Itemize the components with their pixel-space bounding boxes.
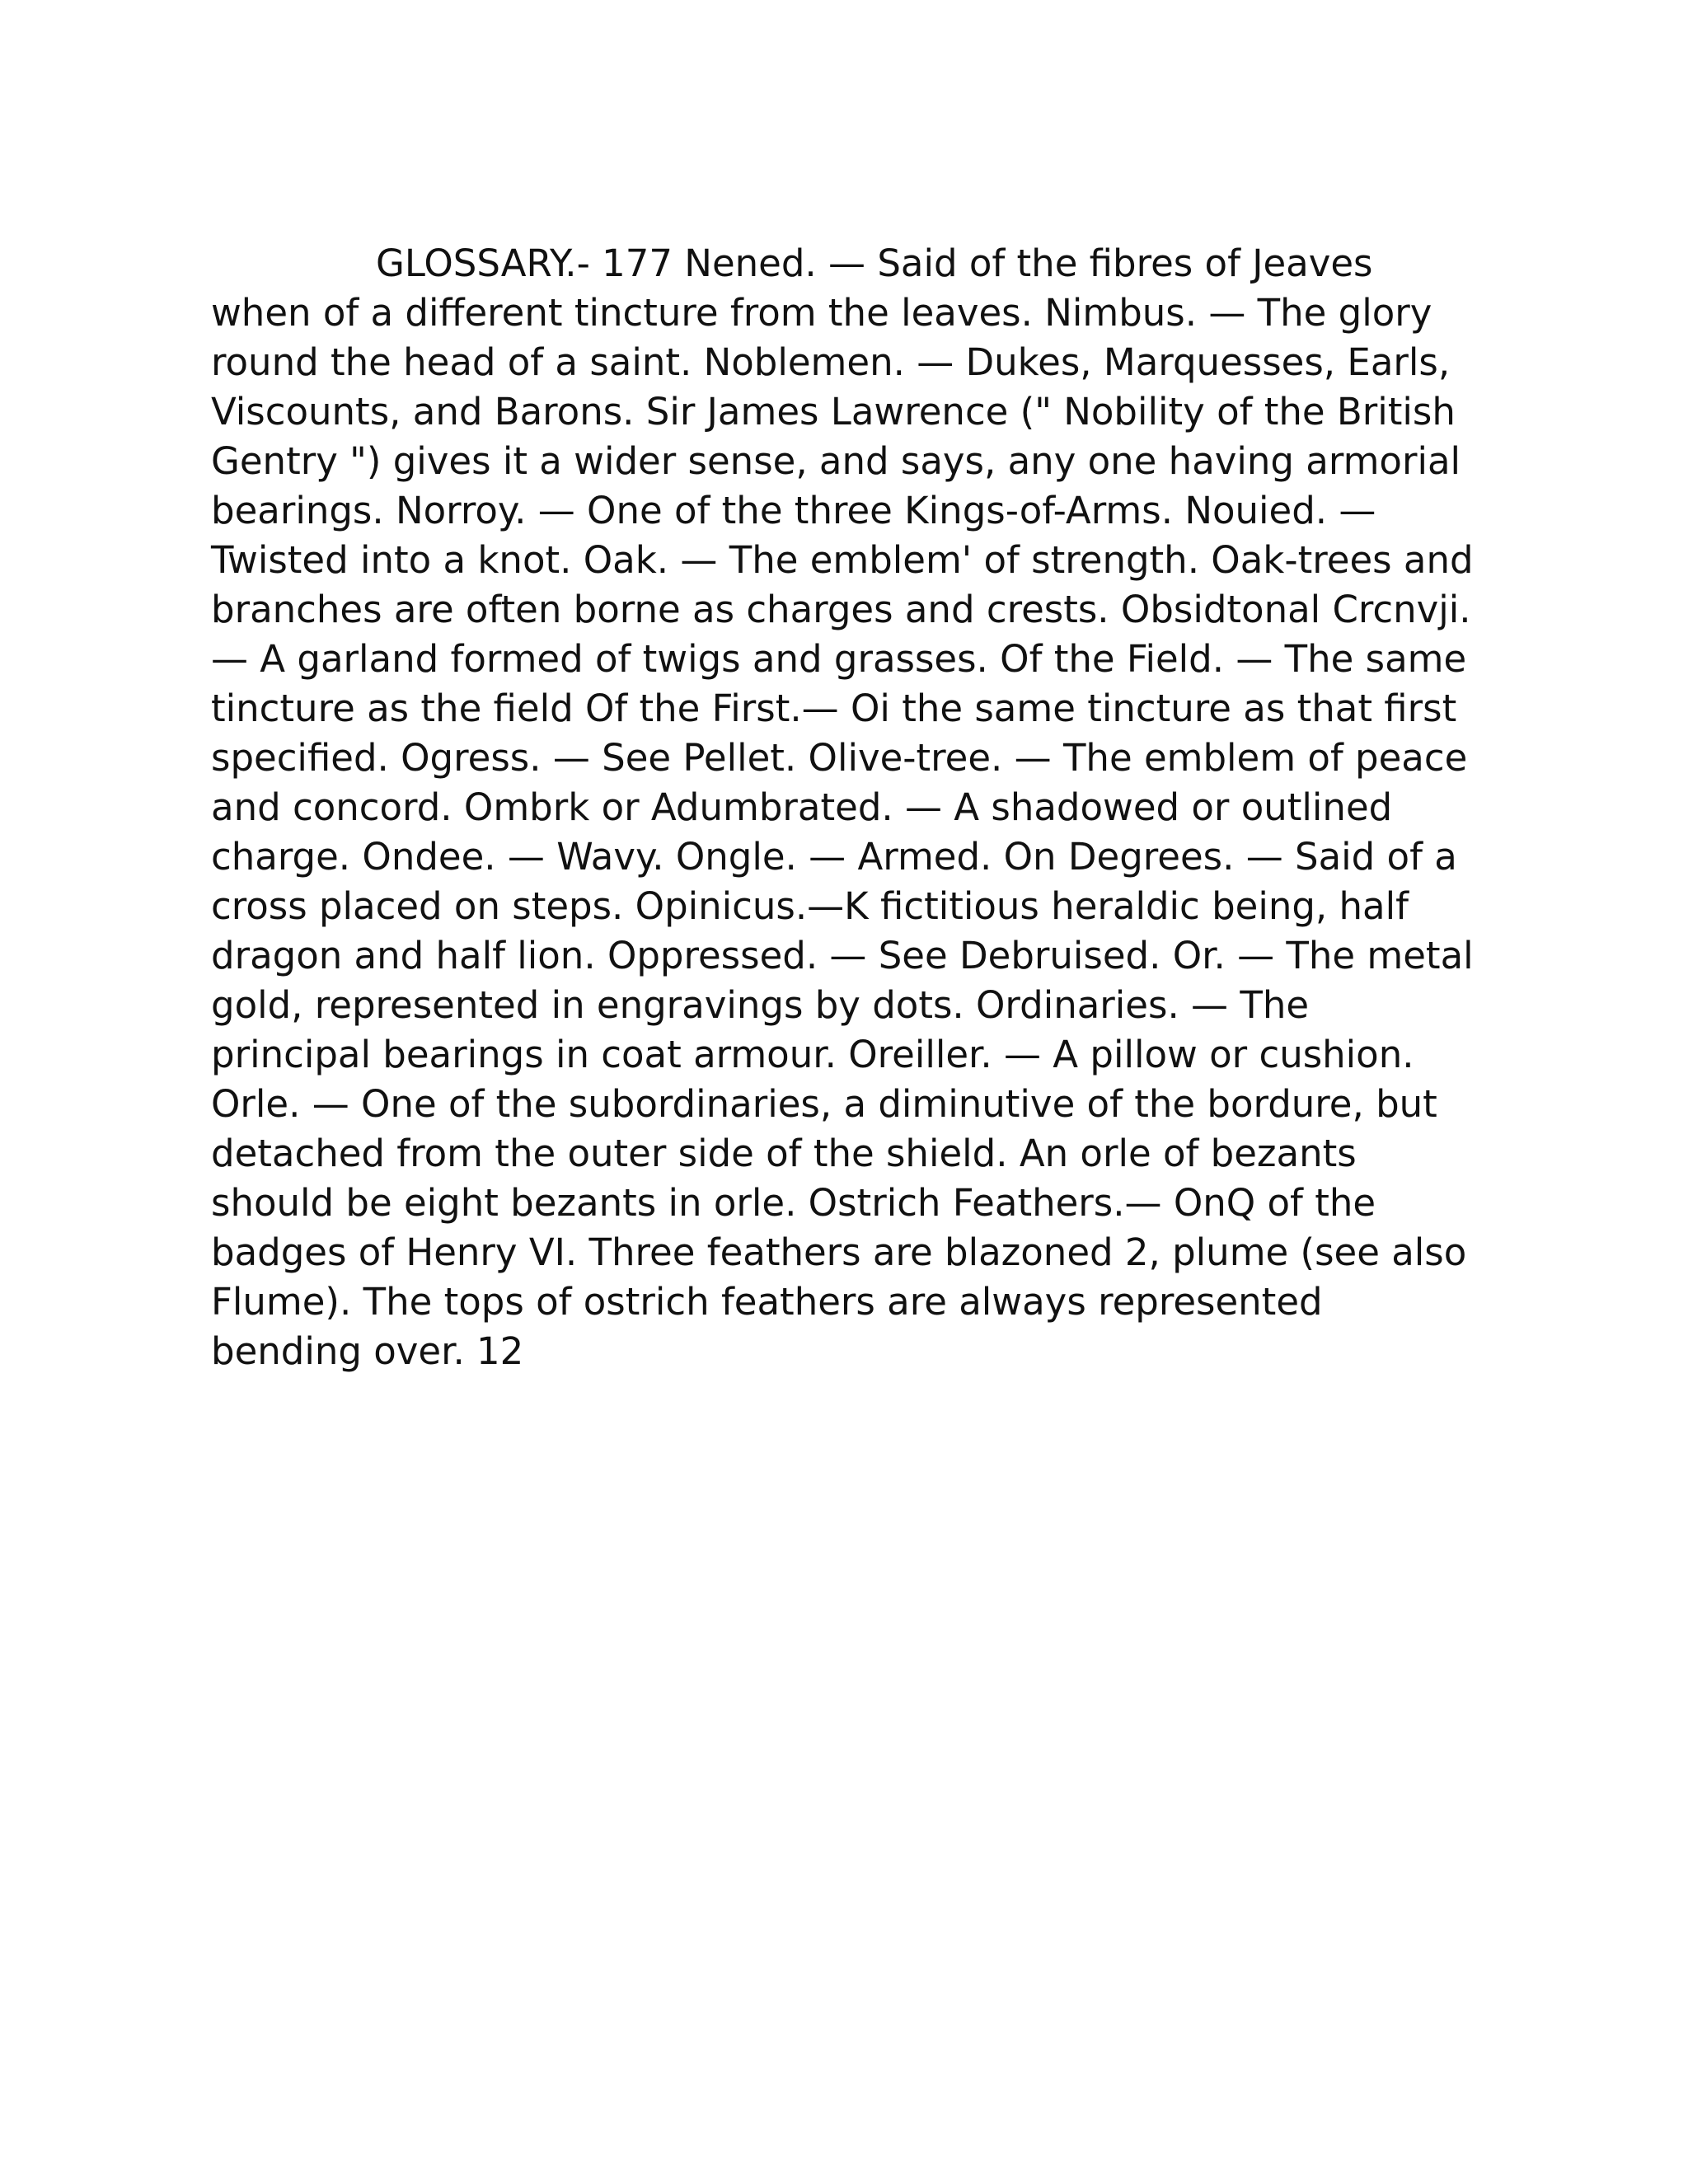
glossary-text: GLOSSARY.- 177 Nened. — Said of the fibres of Jeaves when of a different tincture from the leaves. Nimbus. — The glory round the head of a saint. Noblemen. — Dukes, Marquesses, Earls, Viscounts, and Barons. Sir James Lawrence (" Nobility of the British Gentry ") gives it a wider sense, and says, any one having armorial bearings. Norroy. — One of the three Kings-of-Arms. Nouied. — Twisted into a knot. Oak. — The emblem' of strength. Oak-trees and branches are often borne as charges and crests. Obsidtonal Crcnvji. — A garland formed of twigs and grasses. Of the Field. — The same tincture as the field Of the First.— Oi the same tincture as that first specified. Ogress. — See Pellet. Olive-tree. — The emblem of peace and concord. Ombrk or Adumbrated. — A shadowed or outlined charge. Ondee. — Wavy. Ongle. — Armed. On Degrees. — Said of a cross placed on steps. Opinicus.—K fictitious heraldic being, half dragon and half lion. Oppressed. — See Debruised. Or. — The metal gold, represented in engravings by dots. Ordinaries. — The principal bearings in coat armour. Oreiller. — A pillow or cushion. Orle. — One of the subordinaries, a diminutive of the bordure, but detached from the outer side of the shield. An orle of bezants should be eight bezants in orle. Ostrich Feathers.— OnQ of the badges of Henry VI. Three feathers are blazoned 2, plume (see also Flume). The tops of ostrich feathers are always represented bending over. 12 xyxy=(211,241,1474,1373)
